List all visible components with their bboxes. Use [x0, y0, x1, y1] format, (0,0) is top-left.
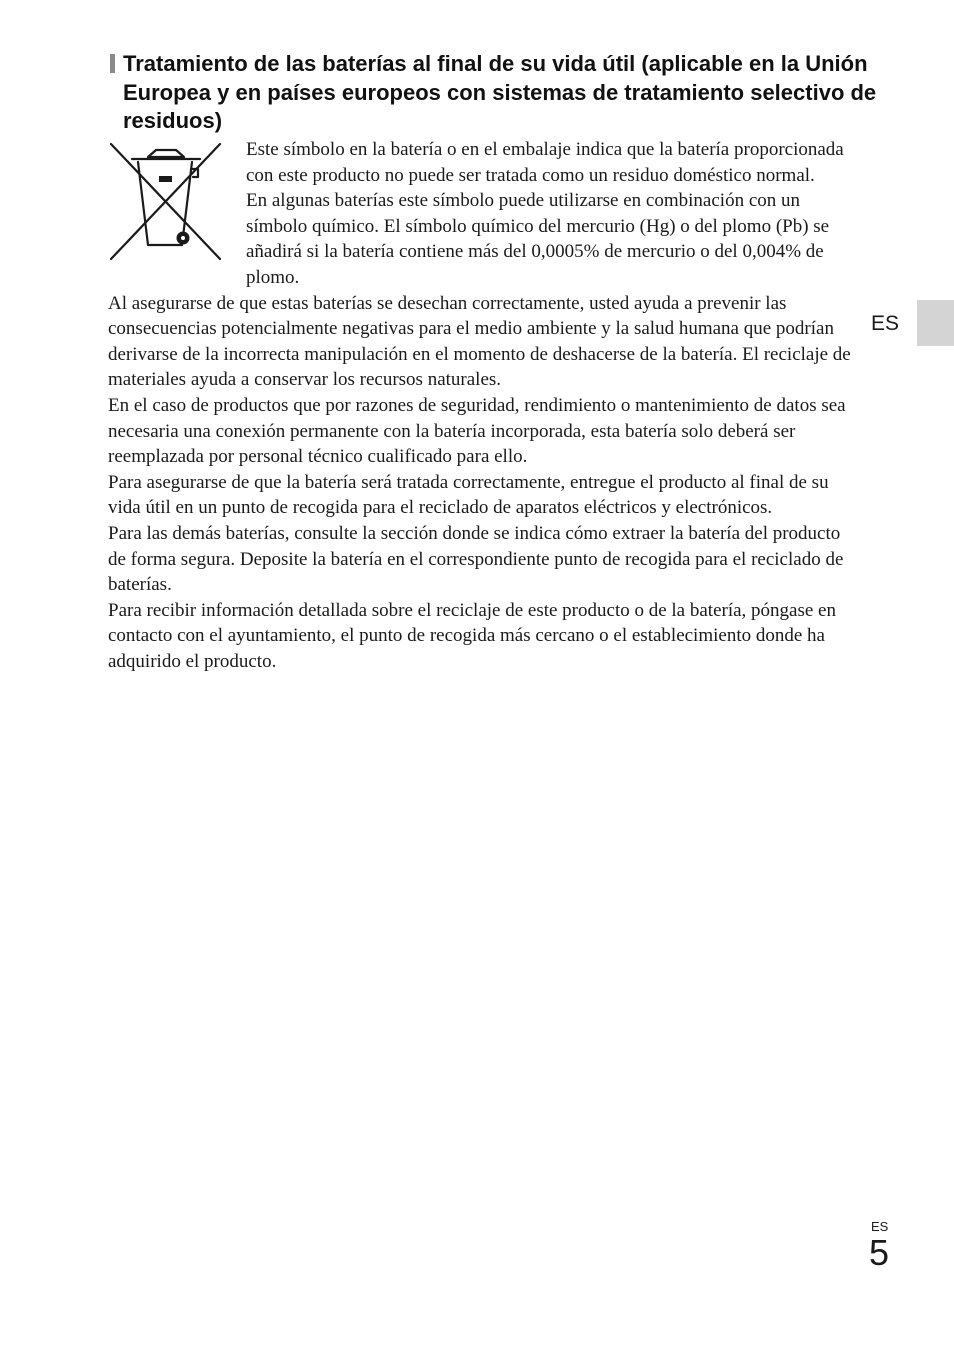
footer-language: ES: [871, 1219, 889, 1234]
paragraph: En el caso de productos que por razones de seguridad, rendimiento o mantenimiento de datos sea necesaria una conexión permanente con la batería incorporada, esta batería solo deberá ser reemplazada por personal técnico cualificado para ello.: [108, 394, 846, 468]
paragraph: En algunas baterías este símbolo puede utilizarse en combinación con un símbolo químico. El símbolo químico del mercurio (Hg) o del plomo (Pb) se añadirá si la batería contiene más del 0,0005% de mercurio o del 0,004% de plomo.: [246, 190, 830, 288]
paragraph: Al asegurarse de que estas baterías se desechan correctamente, usted ayuda a prevenir las consecuencias potencialmente negativas para el medio ambiente y la salud humana que podrían derivarse de la incorrecta manipulación en el momento de deshacerse de la batería. El reciclaje de materiales ayuda a conservar los recursos naturales.: [108, 292, 851, 391]
language-tab-label: ES: [871, 312, 900, 335]
heading-text: Tratamiento de las baterías al final de su vida útil (aplicable en la Unión Europea y en países europeos con sistemas de tratamiento selectivo de residuos): [123, 51, 877, 133]
paragraph: Para las demás baterías, consulte la sección donde se indica cómo extraer la batería del producto de forma segura. Deposite la batería en el correspondiente punto de recogida para el reciclado de baterías.: [108, 522, 844, 596]
paragraph: Para recibir información detallada sobre el reciclaje de este producto o de la batería, póngase en contacto con el ayuntamiento, el punto de recogida más cercano o el establecimiento donde ha adquirido el producto.: [108, 599, 836, 672]
symbol-space: [108, 137, 246, 290]
page-number: 5: [869, 1232, 890, 1273]
language-tab: [917, 300, 954, 346]
section-heading: [108, 50, 878, 136]
paragraph: Este símbolo en la batería o en el embalaje indica que la batería proporcionada con este producto no puede ser tratada como un residuo doméstico normal.: [246, 139, 844, 186]
heading-marker: [110, 54, 115, 73]
paragraph: Para asegurarse de que la batería será tratada correctamente, entregue el producto al final de su vida útil en un punto de recogida para el reciclado de aparatos eléctricos y electrónicos.: [108, 471, 829, 519]
body-text: [108, 137, 860, 674]
